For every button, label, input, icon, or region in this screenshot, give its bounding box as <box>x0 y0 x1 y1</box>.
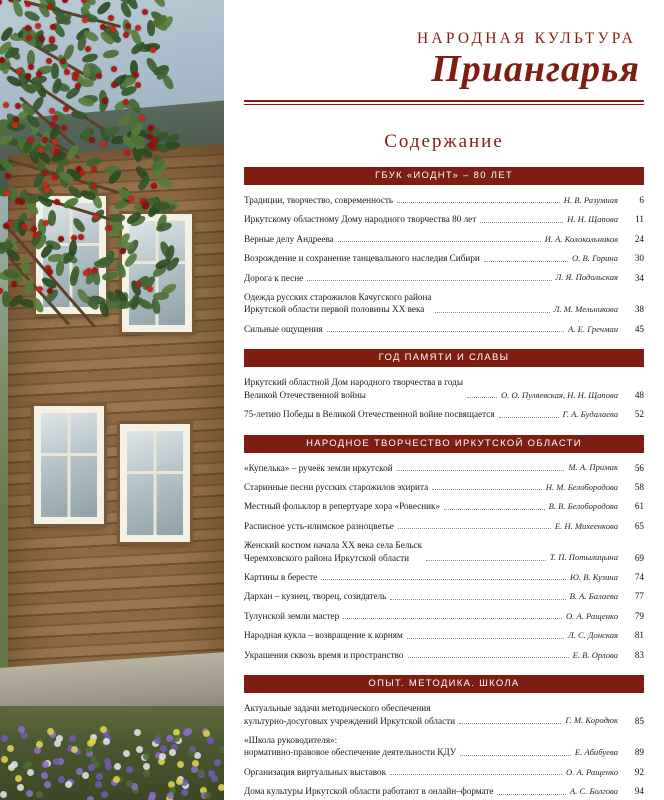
garden-flower <box>58 776 65 783</box>
rowan-berry <box>25 73 31 79</box>
toc-entry-title: Верные делу Андреева <box>244 233 334 244</box>
tree-leaf <box>129 28 142 46</box>
toc-entry-title: Женский костюм начала XX века села Бельск Черемховского района Иркутской области <box>244 540 423 563</box>
rowan-berry <box>0 0 2 5</box>
toc-entry[interactable] <box>244 702 644 727</box>
toc-entry[interactable] <box>244 376 644 401</box>
tree-leaf <box>68 240 78 257</box>
rowan-berry <box>89 137 95 143</box>
tree-leaf <box>96 0 114 16</box>
garden-flower <box>0 791 7 798</box>
house-window <box>34 406 104 524</box>
rowan-berry <box>28 137 34 143</box>
toc-leader-dots <box>432 488 542 490</box>
toc-entry-author: Л. Я. Подольская <box>555 272 618 283</box>
masthead-line2: Приангарья <box>431 48 640 90</box>
garden-flower <box>159 753 166 760</box>
rowan-berry <box>44 187 50 193</box>
rowan-berry <box>15 198 21 204</box>
rowan-berry <box>79 170 85 176</box>
toc-entry[interactable] <box>244 408 644 420</box>
toc-entry[interactable] <box>244 272 644 284</box>
section-heading: НАРОДНОЕ ТВОРЧЕСТВО ИРКУТСКОЙ ОБЛАСТИ <box>244 435 644 453</box>
garden-flower <box>53 758 60 765</box>
garden-flower <box>89 738 96 745</box>
toc-leader-dots <box>327 330 564 332</box>
rowan-berry <box>142 9 148 15</box>
rowan-berry <box>111 82 117 88</box>
rowan-berry <box>26 35 32 41</box>
toc-entry-author: Е. В. Орлова <box>572 649 618 660</box>
garden-flower <box>96 773 103 780</box>
garden-flower <box>194 752 201 759</box>
rowan-berry <box>148 142 154 148</box>
toc-entry-title: Расписное усть-илимское разноцветье <box>244 520 394 531</box>
page-title: Содержание <box>384 130 504 152</box>
garden-flower <box>154 737 161 744</box>
rowan-berry <box>135 281 141 287</box>
garden-flower <box>103 738 110 745</box>
rowan-berry <box>135 82 141 88</box>
toc-entry-author: Н. Н. Щапова <box>567 214 618 225</box>
rowan-berry <box>25 25 31 31</box>
garden-flower <box>36 741 43 748</box>
garden-flower <box>15 775 22 782</box>
toc-entry-title: Дорога к песне <box>244 272 304 283</box>
garden-flower <box>148 795 155 800</box>
rowan-berry <box>37 286 43 292</box>
toc-entry[interactable] <box>244 194 644 206</box>
rowan-berry <box>54 199 60 205</box>
toc-leader-dots <box>397 469 565 471</box>
toc-entry-title: Местный фольклор в репертуаре хора «Ровесник» <box>244 501 441 512</box>
toc-entry-page-number: 6 <box>639 194 644 205</box>
toc-entry-author: Т. П. Потылицына <box>549 552 618 563</box>
house-window <box>120 424 190 542</box>
toc-entry-author: Л. С. Донская <box>567 630 618 641</box>
rowan-berry <box>133 72 139 78</box>
rowan-berry <box>139 115 145 121</box>
toc-leader-dots <box>480 221 563 223</box>
tree-leaf <box>69 265 82 283</box>
garden-flower <box>69 735 76 742</box>
toc-entry-page-number: 56 <box>634 462 644 473</box>
rowan-berry <box>3 102 9 108</box>
rowan-berry <box>47 269 53 275</box>
toc-leader-dots <box>499 416 559 418</box>
toc-leader-dots <box>338 240 541 242</box>
garden-flower <box>176 778 183 785</box>
garden-flower <box>41 772 48 779</box>
toc-entry[interactable] <box>244 252 644 264</box>
garden-flower <box>126 766 133 773</box>
tree-leaf <box>82 52 99 63</box>
toc-leader-dots <box>426 559 546 561</box>
toc-entry-author: И. А. Колокольников <box>544 233 618 244</box>
garden-flower <box>76 768 83 775</box>
toc-leader-dots <box>408 656 569 658</box>
garden-flower <box>134 729 141 736</box>
garden-flower <box>26 790 33 797</box>
tree-leaf <box>103 49 120 59</box>
toc-entry-author: О. О. Пуляевская, Н. Н. Щапова <box>500 389 618 400</box>
toc-entry[interactable] <box>244 500 644 512</box>
rowan-berry <box>82 17 88 23</box>
rowan-berry <box>47 288 53 294</box>
tree-leaf <box>101 271 118 281</box>
toc-leader-dots <box>467 396 497 398</box>
toc-entry-title: Иркутский областной Дом народного творчества в годы Великой Отечественной войны <box>244 377 464 400</box>
garden-flower <box>7 745 14 752</box>
toc-entry-title: Возрождение и сохранение танцевального наследия Сибири <box>244 253 480 264</box>
rowan-berry <box>43 220 49 226</box>
rowan-berry <box>92 267 98 273</box>
toc-entry[interactable] <box>244 539 644 564</box>
garden-flower <box>143 763 150 770</box>
toc-entry-author: Е. Абибуева <box>574 747 618 758</box>
rowan-berry <box>46 58 52 64</box>
garden-flower <box>25 761 32 768</box>
toc-entry[interactable] <box>244 649 644 661</box>
toc-leader-dots <box>484 260 568 262</box>
rowan-berry <box>42 137 48 143</box>
toc-entry-title: Традиции, творчество, современность <box>244 194 394 205</box>
toc-entry-title: Старинные песни русских старожилов эхирита <box>244 481 429 492</box>
rowan-berry <box>102 98 108 104</box>
toc-entry[interactable] <box>244 462 644 474</box>
garden-flower <box>207 737 214 744</box>
rowan-tree <box>0 0 174 320</box>
toc-entry-page-number: 58 <box>634 481 644 492</box>
toc-entry[interactable] <box>244 291 644 316</box>
toc-entry[interactable] <box>244 323 644 335</box>
toc-leader-dots <box>343 617 562 619</box>
garden-flower <box>126 780 133 787</box>
toc-entry-title-line2: нормативно-правовое обеспечение деятельности КДУ <box>244 747 457 758</box>
tree-leaf <box>23 9 41 24</box>
toc-entry-author: А. Е. Гречман <box>568 323 618 334</box>
rowan-berry <box>15 103 21 109</box>
toc-entry-title: Дархан – кузнец, творец, созидатель <box>244 591 387 602</box>
toc-entry-title: Организация виртуальных выставок <box>244 766 387 777</box>
toc-entry-title: «Школа руководителя»: нормативно-правовое обеспечение деятельности КДУ <box>244 735 457 758</box>
toc-entry[interactable] <box>244 233 644 245</box>
garden-flower <box>1 756 8 763</box>
garden-flower <box>36 791 43 798</box>
rowan-berry <box>147 286 153 292</box>
garden-flower <box>95 781 102 788</box>
toc-entry[interactable] <box>244 629 644 641</box>
garden-flower <box>85 746 92 753</box>
toc-entry-page-number: 24 <box>634 233 644 244</box>
toc-leader-dots <box>460 754 571 756</box>
toc-entry[interactable] <box>244 590 644 602</box>
rowan-berry <box>120 248 126 254</box>
cover-photograph <box>0 0 224 800</box>
tree-leaf <box>151 298 161 315</box>
rowan-berry <box>100 24 106 30</box>
rowan-berry <box>58 236 64 242</box>
toc-entry[interactable] <box>244 766 644 778</box>
toc-entry-page-number: 79 <box>634 610 644 621</box>
toc-entry[interactable] <box>244 610 644 622</box>
toc-leader-dots <box>397 201 560 203</box>
rowan-berry <box>49 108 55 114</box>
garden-flower <box>42 761 49 768</box>
tree-leaf <box>72 216 87 234</box>
toc-entry-author: О. А. Ращенко <box>565 610 618 621</box>
rowan-berry <box>110 26 116 32</box>
tree-leaf <box>21 258 29 274</box>
rowan-berry <box>52 115 58 121</box>
tree-leaf <box>75 287 90 305</box>
toc-leader-dots <box>407 637 564 639</box>
toc-leader-dots <box>390 773 562 775</box>
toc-entry-author: Н. М. Белобородова <box>545 481 618 492</box>
toc-entry-title: Дома культуры Иркутской области работают в онлайн–формате <box>244 786 494 797</box>
tree-leaf <box>136 175 152 193</box>
toc-entry-title: «Купелька» – ручеёк земли иркутской <box>244 462 393 473</box>
flower-bed <box>0 726 224 800</box>
rowan-berry <box>142 203 148 209</box>
garden-flower <box>123 750 130 757</box>
toc-entry-page-number: 52 <box>634 409 644 420</box>
toc-entry-title: 75-летию Победы в Великой Отечественной войне посвящается <box>244 409 495 420</box>
rowan-berry <box>71 235 77 241</box>
rowan-berry <box>5 173 11 179</box>
toc-leader-dots <box>497 793 565 795</box>
garden-flower <box>181 789 188 796</box>
toc-leader-dots <box>459 722 561 724</box>
section-heading: ГБУК «ИОДНТ» – 80 ЛЕТ <box>244 167 644 185</box>
toc-entry-page-number: 92 <box>634 766 644 777</box>
toc-entry[interactable] <box>244 734 644 759</box>
masthead-line1: НАРОДНАЯ КУЛЬТУРА <box>417 30 636 47</box>
rowan-berry <box>63 106 69 112</box>
tree-leaf <box>31 296 45 314</box>
rowan-berry <box>47 4 53 10</box>
toc-entry-page-number: 34 <box>634 272 644 283</box>
rowan-berry <box>135 25 141 31</box>
toc-entry[interactable] <box>244 785 644 797</box>
toc-entry[interactable] <box>244 520 644 532</box>
toc-entry-title: Иркутскому областному Дому народного творчества 80 лет <box>244 214 477 225</box>
rowan-berry <box>21 224 27 230</box>
toc-entry-author: Л. М. Мельникова <box>553 304 618 315</box>
toc-entry-author: Г. М. Кородюк <box>565 715 618 726</box>
toc-entry-title: Картины в бересте <box>244 572 318 583</box>
rowan-berry <box>33 232 39 238</box>
toc-entry-page-number: 30 <box>634 253 644 264</box>
tree-leaf <box>42 44 58 53</box>
toc-entry-author: Г. А. Будалаева <box>562 408 618 419</box>
garden-flower <box>44 781 51 788</box>
toc-entry-author: А. С. Болгова <box>569 786 618 797</box>
toc-entry-page-number: 83 <box>634 649 644 660</box>
garden-flower <box>18 726 25 733</box>
toc-entry-author: Е. Н. Михеенкова <box>554 520 618 531</box>
rowan-berry <box>75 83 81 89</box>
rowan-berry <box>28 64 34 70</box>
rowan-berry <box>39 36 45 42</box>
masthead-rule <box>244 100 644 102</box>
rowan-berry <box>91 166 97 172</box>
toc-leader-dots <box>444 508 544 510</box>
tree-leaf <box>154 201 170 209</box>
rowan-berry <box>61 125 67 131</box>
garden-flower <box>88 764 95 771</box>
garden-flower <box>105 763 112 770</box>
rowan-berry <box>123 32 129 38</box>
toc-entry-page-number: 38 <box>634 304 644 315</box>
rowan-berry <box>150 47 156 53</box>
toc-entry-page-number: 48 <box>634 389 644 400</box>
toc-entry-author: В. А. Балаева <box>569 591 618 602</box>
garden-flower <box>21 732 28 739</box>
rowan-berry <box>100 141 106 147</box>
garden-flower <box>101 791 108 798</box>
toc-entry-author: М. А. Примак <box>568 462 618 473</box>
toc-entry-title: Тулунской земли мастер <box>244 610 340 621</box>
rowan-berry <box>42 170 48 176</box>
toc-entry-page-number: 45 <box>634 323 644 334</box>
toc-entry[interactable] <box>244 571 644 583</box>
toc-entry-page-number: 11 <box>635 214 644 225</box>
toc-entry-page-number: 77 <box>634 591 644 602</box>
garden-flower <box>136 746 143 753</box>
rowan-berry <box>83 270 89 276</box>
toc-entry-page-number: 81 <box>634 630 644 641</box>
toc-entry-page-number: 85 <box>634 715 644 726</box>
toc-entry-title-line2: Иркутской области первой половины XX века <box>244 304 425 315</box>
toc-entry-title: Народная кукла – возвращение к корням <box>244 630 403 641</box>
rowan-berry <box>52 139 58 145</box>
toc-entry-page-number: 94 <box>634 786 644 797</box>
masthead-rule-thin <box>244 104 644 105</box>
garden-flower <box>71 746 78 753</box>
garden-flower <box>1 735 8 742</box>
rowan-berry <box>125 23 131 29</box>
toc-entry-title: Сильные ощущения <box>244 323 323 334</box>
garden-flower <box>143 770 150 777</box>
toc-entry-title: Одежда русских старожилов Качугского района Иркутской области первой половины XX века <box>244 292 432 315</box>
rowan-berry <box>111 66 117 72</box>
garden-flower <box>167 792 174 799</box>
garden-flower <box>214 759 221 766</box>
rowan-berry <box>96 73 102 79</box>
contents-column <box>224 0 664 800</box>
rowan-berry <box>124 150 130 156</box>
garden-flower <box>114 763 121 770</box>
rowan-berry <box>72 75 78 81</box>
garden-flower <box>183 729 190 736</box>
rowan-berry <box>49 38 55 44</box>
garden-flower <box>169 749 176 756</box>
toc-entry-page-number: 74 <box>634 572 644 583</box>
garden-flower <box>34 747 41 754</box>
rowan-berry <box>91 183 97 189</box>
tree-leaf <box>151 0 167 9</box>
toc-entry-page-number: 65 <box>634 520 644 531</box>
toc-entry-author: О. В. Горина <box>572 252 618 263</box>
toc-entry-author: Ю. В. Кузина <box>570 571 618 582</box>
toc-entry-title-line2: культурно-досуговых учреждений Иркутской области <box>244 715 456 726</box>
garden-flower <box>208 770 215 777</box>
toc-entry-title: Актуальные задачи методического обеспечения культурно-досуговых учреждений Иркутской области <box>244 703 456 726</box>
rowan-berry <box>16 68 22 74</box>
toc-entry-author: Н. В. Разумная <box>563 194 618 205</box>
rowan-berry <box>108 15 114 21</box>
toc-leader-dots <box>321 578 566 580</box>
toc-entry-author: О. А. Ращенко <box>565 766 618 777</box>
rowan-berry <box>25 1 31 7</box>
garden-flower <box>27 769 34 776</box>
toc-entry[interactable] <box>244 213 644 225</box>
garden-flower <box>54 740 61 747</box>
rowan-berry <box>62 0 68 3</box>
garden-flower <box>87 796 94 800</box>
garden-flower <box>203 730 210 737</box>
rowan-berry <box>148 125 154 131</box>
tree-leaf <box>104 125 121 137</box>
masthead <box>244 30 644 105</box>
toc-entry-page-number: 69 <box>634 552 644 563</box>
tree-leaf <box>156 176 174 190</box>
tree-leaf <box>66 143 82 161</box>
toc-entry-title: Украшения сквозь время и пространство <box>244 649 404 660</box>
rowan-berry <box>50 24 56 30</box>
garden-flower <box>11 761 18 768</box>
rowan-berry <box>78 234 84 240</box>
garden-flower <box>65 781 72 788</box>
rowan-berry <box>64 69 70 75</box>
section-heading: ГОД ПАМЯТИ И СЛАВЫ <box>244 349 644 367</box>
garden-flower <box>17 784 24 791</box>
garden-flower <box>204 792 211 799</box>
toc-entry-page-number: 61 <box>634 501 644 512</box>
rowan-berry <box>52 174 58 180</box>
rowan-berry <box>35 23 41 29</box>
rowan-berry <box>50 122 56 128</box>
rowan-berry <box>85 46 91 52</box>
toc-leader-dots <box>435 311 549 313</box>
rowan-berry <box>151 183 157 189</box>
toc-entry-page-number: 89 <box>634 747 644 758</box>
garden-flower <box>160 745 167 752</box>
garden-flower <box>166 735 173 742</box>
rowan-berry <box>128 196 134 202</box>
rowan-berry <box>54 149 60 155</box>
garden-flower <box>143 753 150 760</box>
garden-flower <box>173 735 180 742</box>
toc-leader-dots <box>390 598 565 600</box>
rowan-berry <box>60 58 66 64</box>
toc-entry[interactable] <box>244 481 644 493</box>
toc-entry-author: В. В. Белобородова <box>548 501 618 512</box>
toc-entry-title-line2: Черемховского района Иркутской области <box>244 552 410 563</box>
garden-flower <box>82 772 89 779</box>
table-of-contents <box>244 167 644 798</box>
rowan-berry <box>11 281 17 287</box>
garden-flower <box>177 761 184 768</box>
toc-leader-dots <box>398 527 551 529</box>
toc-entry-title-line2: Великой Отечественной войны <box>244 389 366 400</box>
toc-leader-dots <box>307 279 551 281</box>
section-heading: ОПЫТ. МЕТОДИКА. ШКОЛА <box>244 675 644 693</box>
